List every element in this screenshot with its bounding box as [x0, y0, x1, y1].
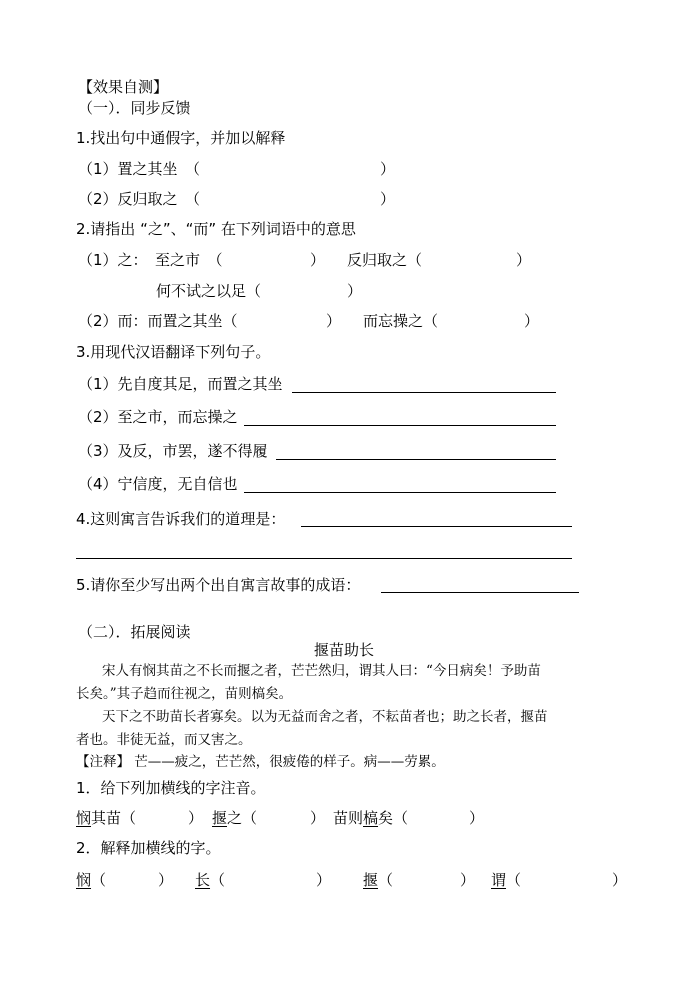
- r2-item-1: [76, 870, 106, 890]
- r1-item-1-rest: 其苗（: [91, 809, 137, 827]
- r1-item-1: [76, 808, 136, 828]
- q2-row3-a-close: ）: [326, 312, 342, 330]
- q1-item-1-label: （1）置之其坐 （: [78, 160, 201, 178]
- q2-row3-b-close: ）: [524, 312, 540, 330]
- r2-item-1-char: 悯: [76, 871, 92, 889]
- q3-item-4-answer-line[interactable]: [244, 492, 556, 493]
- q4-answer-line-1[interactable]: [301, 526, 572, 527]
- q2-row1-b: 反归取之（: [347, 251, 423, 269]
- r2-item-3: [363, 870, 393, 890]
- section-header: 【效果自测】: [78, 78, 169, 96]
- reading-para1-line2: 长矣。”其子趋而往视之，苗则槁矣。: [76, 686, 293, 702]
- r2-item-4: [491, 870, 521, 890]
- r2-prompt: 2．解释加横线的字。: [76, 839, 221, 857]
- r1-item-3-pre: 苗则: [333, 809, 364, 827]
- r2-item-2: [195, 870, 225, 890]
- q3-prompt: 3.用现代汉语翻译下列句子。: [76, 343, 271, 361]
- q3-item-4: （4）宁信度，无自信也: [78, 475, 238, 493]
- q1-item-2-close: ）: [380, 190, 396, 208]
- reading-para2-line1: 天下之不助苗长者寡矣。以为无益而舍之者，不耘苗者也；助之长者，揠苗: [102, 709, 548, 725]
- q4-prompt: 4.这则寓言告诉我们的道理是：: [76, 510, 286, 528]
- q3-item-2: （2）至之市，而忘操之: [78, 408, 238, 426]
- r2-item-3-char: 揠: [363, 871, 379, 889]
- r2-item-4-close: ）: [612, 871, 628, 889]
- q3-item-3: （3）及反，市罢，遂不得履: [78, 442, 268, 460]
- q2-row2-a: 何不试之以足（: [156, 282, 262, 300]
- q3-item-3-answer-line[interactable]: [276, 459, 556, 460]
- q3-item-1: （1）先自度其足，而置之其坐: [78, 375, 283, 393]
- q1-item-2: [78, 189, 200, 209]
- q1-item-1: [78, 159, 200, 179]
- r1-item-3: [333, 808, 408, 828]
- r2-item-2-close: ）: [316, 871, 332, 889]
- q2-row3-a: （2）而：而置之其坐（: [78, 312, 238, 330]
- q4-answer-line-2[interactable]: [76, 558, 572, 559]
- r1-item-2-rest: 之（: [227, 809, 258, 827]
- q5-answer-line[interactable]: [381, 592, 579, 593]
- r1-item-2-char: 揠: [212, 809, 228, 827]
- q3-item-1-answer-line[interactable]: [292, 392, 556, 393]
- q3-item-2-answer-line[interactable]: [244, 425, 556, 426]
- reading-title: 揠苗助长: [314, 641, 375, 659]
- q2-row3-b: 而忘操之（: [363, 312, 439, 330]
- r2-item-2-open: （: [210, 871, 226, 889]
- r1-item-3-rest: 矣（: [378, 809, 409, 827]
- r2-item-3-open: （: [378, 871, 394, 889]
- r1-item-1-char: 悯: [76, 809, 92, 827]
- r1-item-2-close: ）: [310, 809, 326, 827]
- part1-title: （一）．同步反馈: [78, 99, 191, 117]
- q1-item-2-label: （2）反归取之 （: [78, 190, 201, 208]
- r2-item-4-open: （: [506, 871, 522, 889]
- r2-item-3-close: ）: [460, 871, 476, 889]
- q1-prompt: 1.找出句中通假字，并加以解释: [76, 129, 286, 147]
- r2-item-4-char: 谓: [491, 871, 507, 889]
- r1-item-2: [212, 808, 257, 828]
- reading-note: 【注释】 芒——疲之，芒芒然，很疲倦的样子。病——劳累。: [76, 754, 445, 770]
- r2-item-1-open: （: [91, 871, 107, 889]
- r1-prompt: 1．给下列加横线的字注音。: [76, 779, 266, 797]
- q2-prompt: 2.请指出 “之”、“而” 在下列词语中的意思: [76, 220, 356, 238]
- reading-para2-line2: 者也。非徒无益，而又害之。: [76, 732, 252, 748]
- r1-item-1-close: ）: [188, 809, 204, 827]
- r1-item-3-char: 槁: [363, 809, 379, 827]
- reading-para1-line1: 宋人有悯其苗之不长而揠之者，芒芒然归，谓其人曰：“今日病矣！予助苗: [102, 663, 541, 679]
- q1-item-1-close: ）: [380, 160, 396, 178]
- q2-row1-a: （1）之： 至之市 （: [78, 251, 223, 269]
- q2-row1-a-close: ）: [310, 251, 326, 269]
- q5-prompt: 5.请你至少写出两个出自寓言故事的成语：: [76, 576, 361, 594]
- q2-row2-a-close: ）: [347, 282, 363, 300]
- r2-item-1-close: ）: [158, 871, 174, 889]
- r2-item-2-char: 长: [195, 871, 211, 889]
- part2-title: （二）．拓展阅读: [78, 623, 191, 641]
- r1-item-3-close: ）: [469, 809, 485, 827]
- q2-row1-b-close: ）: [516, 251, 532, 269]
